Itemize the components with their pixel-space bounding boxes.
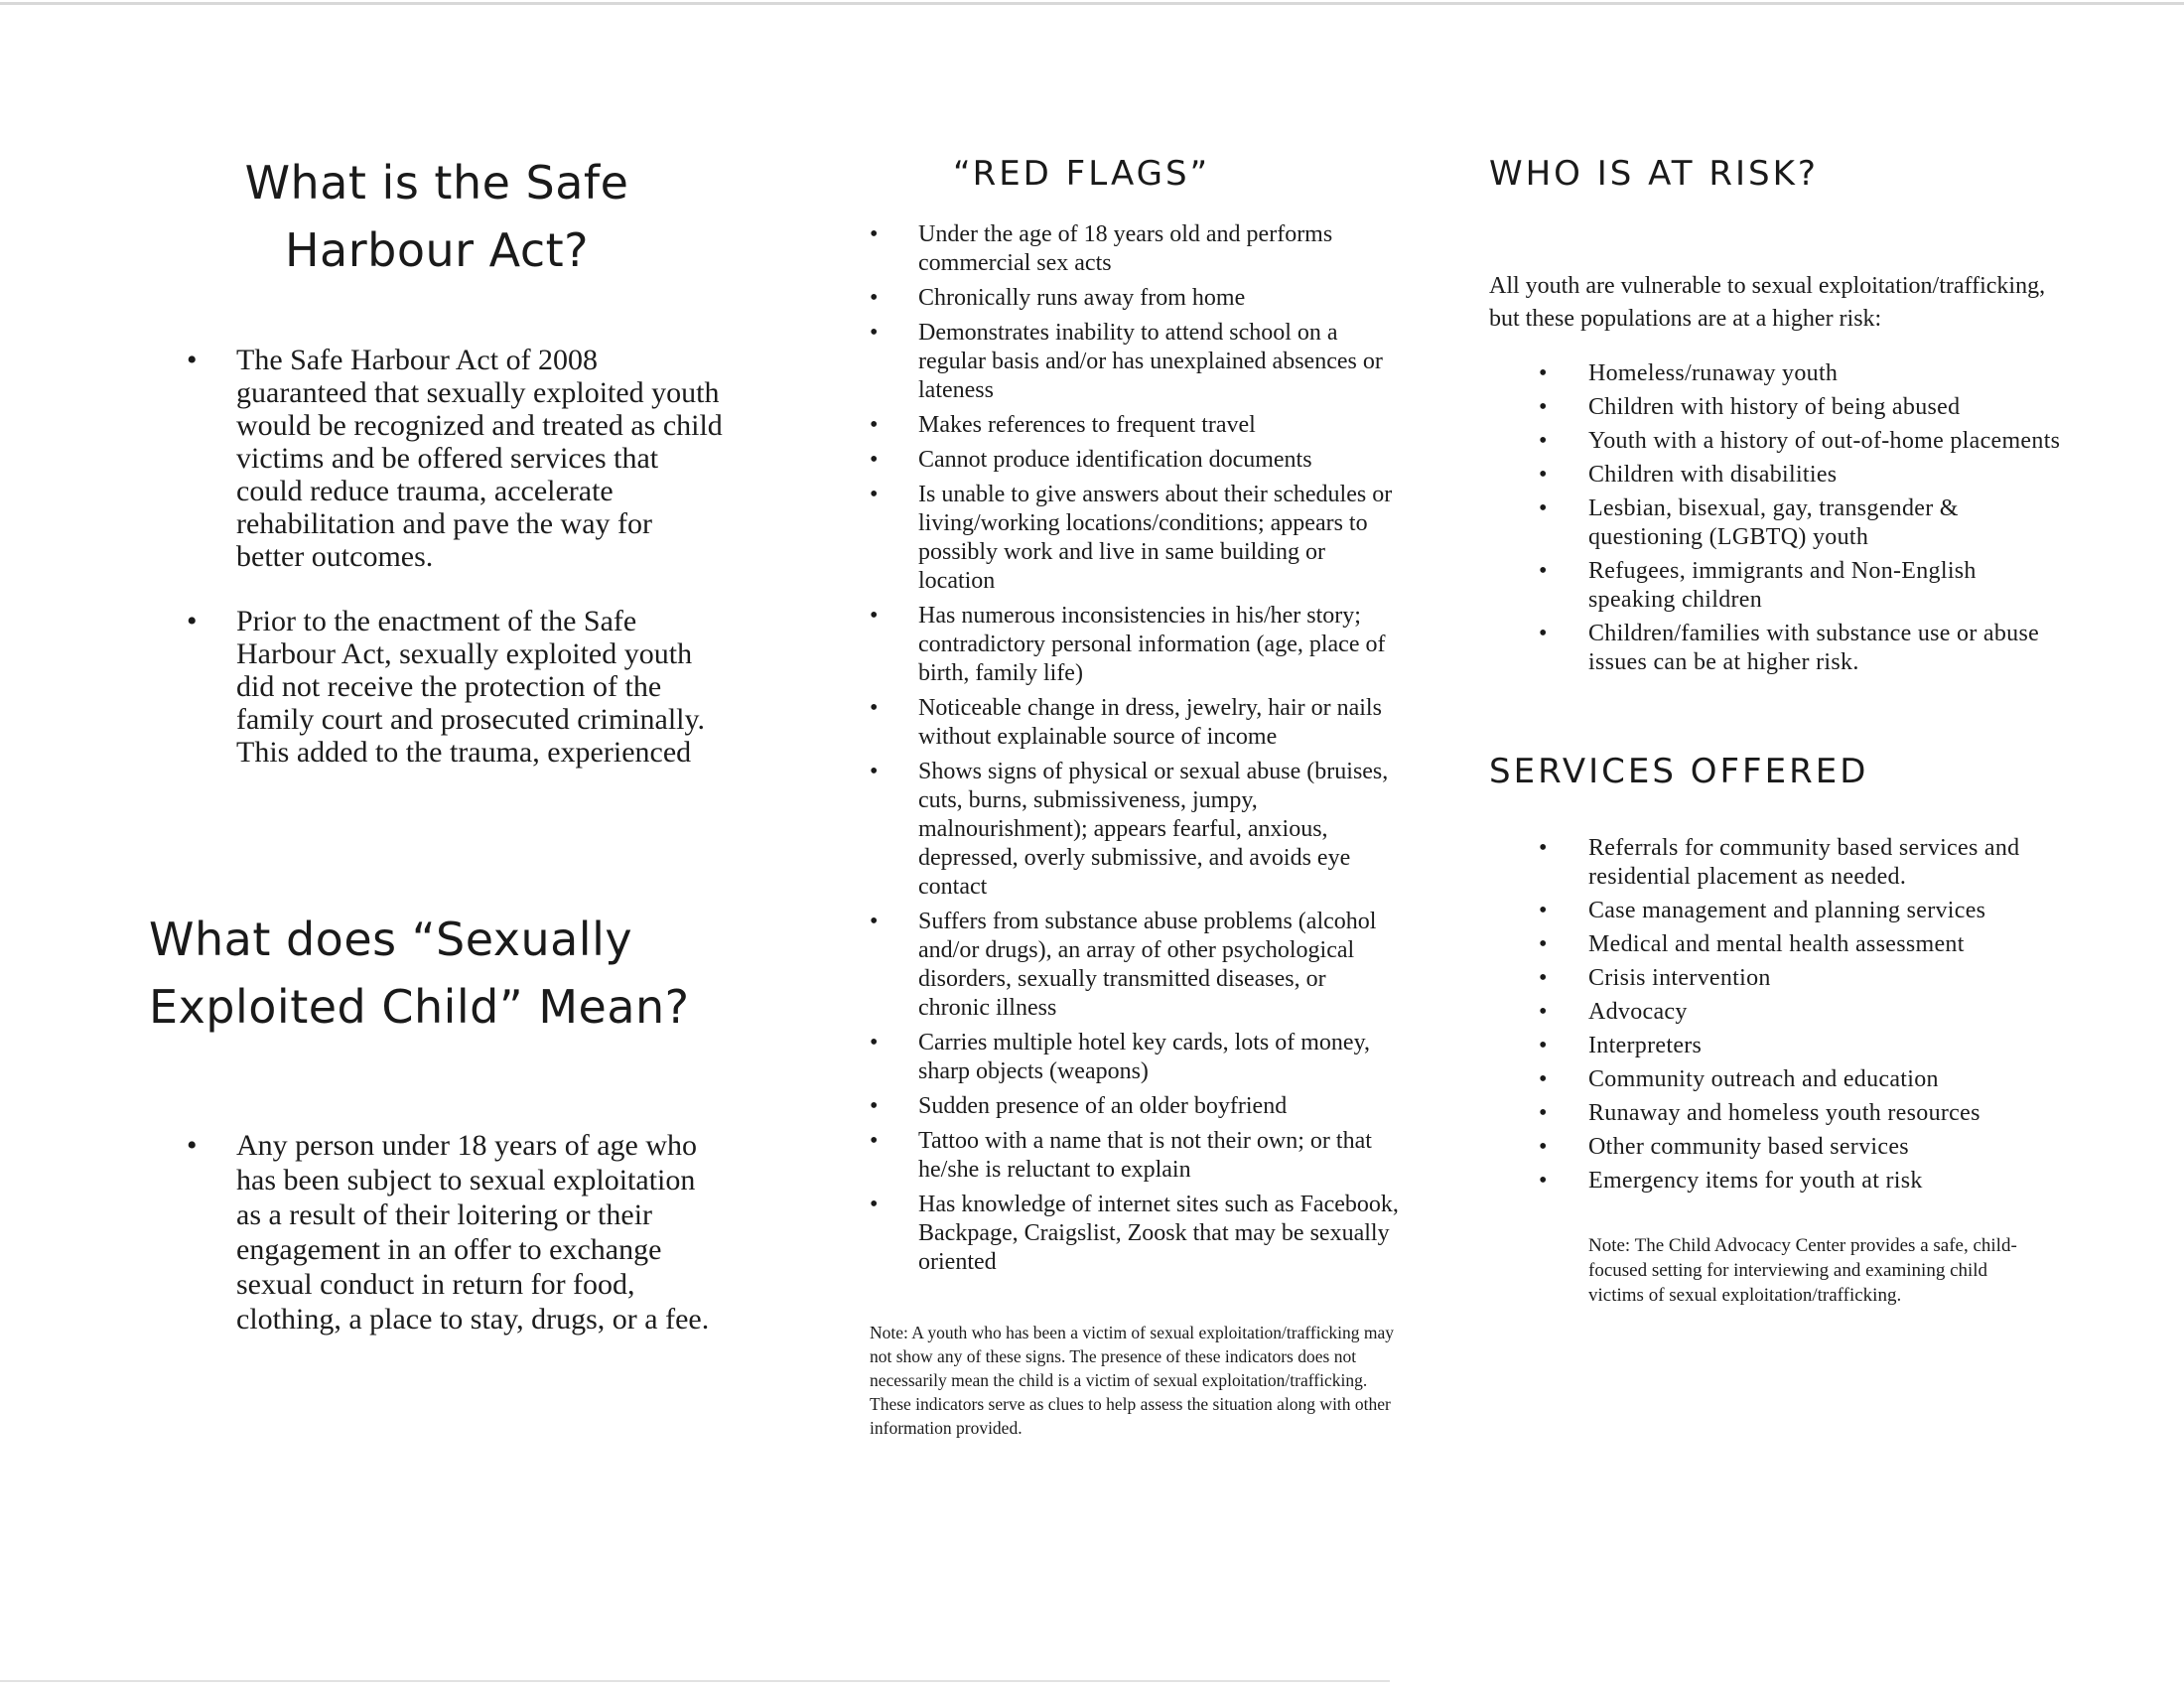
list-item: • Referrals for community based services and residential placement as needed. xyxy=(1489,834,2065,892)
list-item: • The Safe Harbour Act of 2008 guaranteed that sexually exploited youth would be recognized and treated as child victims and be offered services that could reduce trauma, accelerate rehabilitation and pave the way for better outcomes. xyxy=(149,344,725,573)
list-item: • Under the age of 18 years old and performs commercial sex acts xyxy=(864,220,1400,278)
list-item: • Suffers from substance abuse problems (alcohol and/or drugs), an array of other psychological disorders, sexually transmitted diseases, or chronic illness xyxy=(864,908,1400,1023)
heading-who-is-at-risk: WHO IS AT RISK? xyxy=(1489,154,1819,194)
list-item: • Demonstrates inability to attend school on a regular basis and/or has unexplained absences or lateness xyxy=(864,319,1400,405)
list-item: • Youth with a history of out-of-home placements xyxy=(1489,427,2065,456)
column-red-flags xyxy=(864,149,1400,1440)
heading-line: Harbour Act? xyxy=(284,223,590,277)
list-item: • Sudden presence of an older boyfriend xyxy=(864,1092,1400,1121)
list-item: • Refugees, immigrants and Non-English speaking children xyxy=(1489,557,2065,615)
risk-list xyxy=(1489,359,2065,677)
list-item: • Other community based services xyxy=(1489,1133,2065,1162)
heading-red-flags: “RED FLAGS” xyxy=(953,154,1211,194)
list-item: • Advocacy xyxy=(1489,998,2065,1027)
list-item: • Prior to the enactment of the Safe Harbour Act, sexually exploited youth did not receive the protection of the family court and prosecuted criminally. This added to the trauma, experienced xyxy=(149,605,725,769)
bottom-scan-edge xyxy=(0,1680,1390,1682)
heading-line: Exploited Child” Mean? xyxy=(149,980,690,1034)
red-flags-note: Note: A youth who has been a victim of sexual exploitation/trafficking may not show any of these signs. The presence of these indicators does not necessarily mean the child is a victim of sexual exploitation/trafficking. These indicators serve as clues to help assess the situation along with other information provided. xyxy=(870,1323,1394,1438)
list-item: • Community outreach and education xyxy=(1489,1065,2065,1094)
services-list xyxy=(1489,834,2065,1196)
list-item: • Tattoo with a name that is not their own; or that he/she is reluctant to explain xyxy=(864,1127,1400,1185)
list-item: • Homeless/runaway youth xyxy=(1489,359,2065,388)
list-item: • Carries multiple hotel key cards, lots of money, sharp objects (weapons) xyxy=(864,1029,1400,1086)
heading-what-is-safe-harbour xyxy=(189,149,685,284)
list-item: • Children/families with substance use or abuse issues can be at higher risk. xyxy=(1489,620,2065,677)
red-flags-list xyxy=(864,220,1400,1277)
definition-list xyxy=(149,1128,725,1336)
list-item: • Lesbian, bisexual, gay, transgender & questioning (LGBTQ) youth xyxy=(1489,494,2065,552)
list-item: • Children with disabilities xyxy=(1489,461,2065,490)
heading-services-offered: SERVICES OFFERED xyxy=(1489,752,1869,791)
services-note: Note: The Child Advocacy Center provides a safe, child-focused setting for interviewing and examining child victims of sexual exploitation/trafficking. xyxy=(1588,1235,2017,1306)
list-item: • Is unable to give answers about their schedules or living/working locations/conditions; appears to possibly work and live in same building or location xyxy=(864,481,1400,596)
column-safe-harbour xyxy=(149,149,725,1336)
list-item: • Makes references to frequent travel xyxy=(864,411,1400,440)
heading-sexually-exploited-child xyxy=(149,906,725,1041)
heading-line: What is the Safe xyxy=(244,156,629,210)
column-risk-services xyxy=(1489,149,2065,1308)
list-item: • Runaway and homeless youth resources xyxy=(1489,1099,2065,1128)
list-item: • Crisis intervention xyxy=(1489,964,2065,993)
top-scan-edge xyxy=(0,2,2184,5)
list-item: • Case management and planning services xyxy=(1489,897,2065,925)
safe-harbour-list xyxy=(149,344,725,769)
list-item: • Children with history of being abused xyxy=(1489,393,2065,422)
list-item: • Cannot produce identification documents xyxy=(864,446,1400,475)
list-item: • Noticeable change in dress, jewelry, hair or nails without explainable source of income xyxy=(864,694,1400,752)
list-item: • Has knowledge of internet sites such as Facebook, Backpage, Craigslist, Zoosk that may be sexually oriented xyxy=(864,1191,1400,1277)
list-item: • Has numerous inconsistencies in his/her story; contradictory personal information (age, place of birth, family life) xyxy=(864,602,1400,688)
list-item: • Chronically runs away from home xyxy=(864,284,1400,313)
risk-intro: All youth are vulnerable to sexual exploitation/trafficking, but these populations are at a higher risk: xyxy=(1489,273,2046,332)
list-item: • Emergency items for youth at risk xyxy=(1489,1167,2065,1196)
list-item: • Medical and mental health assessment xyxy=(1489,930,2065,959)
heading-line: What does “Sexually xyxy=(149,913,633,966)
list-item: • Shows signs of physical or sexual abuse (bruises, cuts, burns, submissiveness, jumpy, malnourishment); appears fearful, anxious, depressed, overly submissive, and avoids eye contact xyxy=(864,758,1400,902)
list-item: • Interpreters xyxy=(1489,1032,2065,1060)
list-item: • Any person under 18 years of age who has been subject to sexual exploitation as a result of their loitering or their engagement in an offer to exchange sexual conduct in return for food, clothing, a place to stay, drugs, or a fee. xyxy=(149,1128,725,1336)
